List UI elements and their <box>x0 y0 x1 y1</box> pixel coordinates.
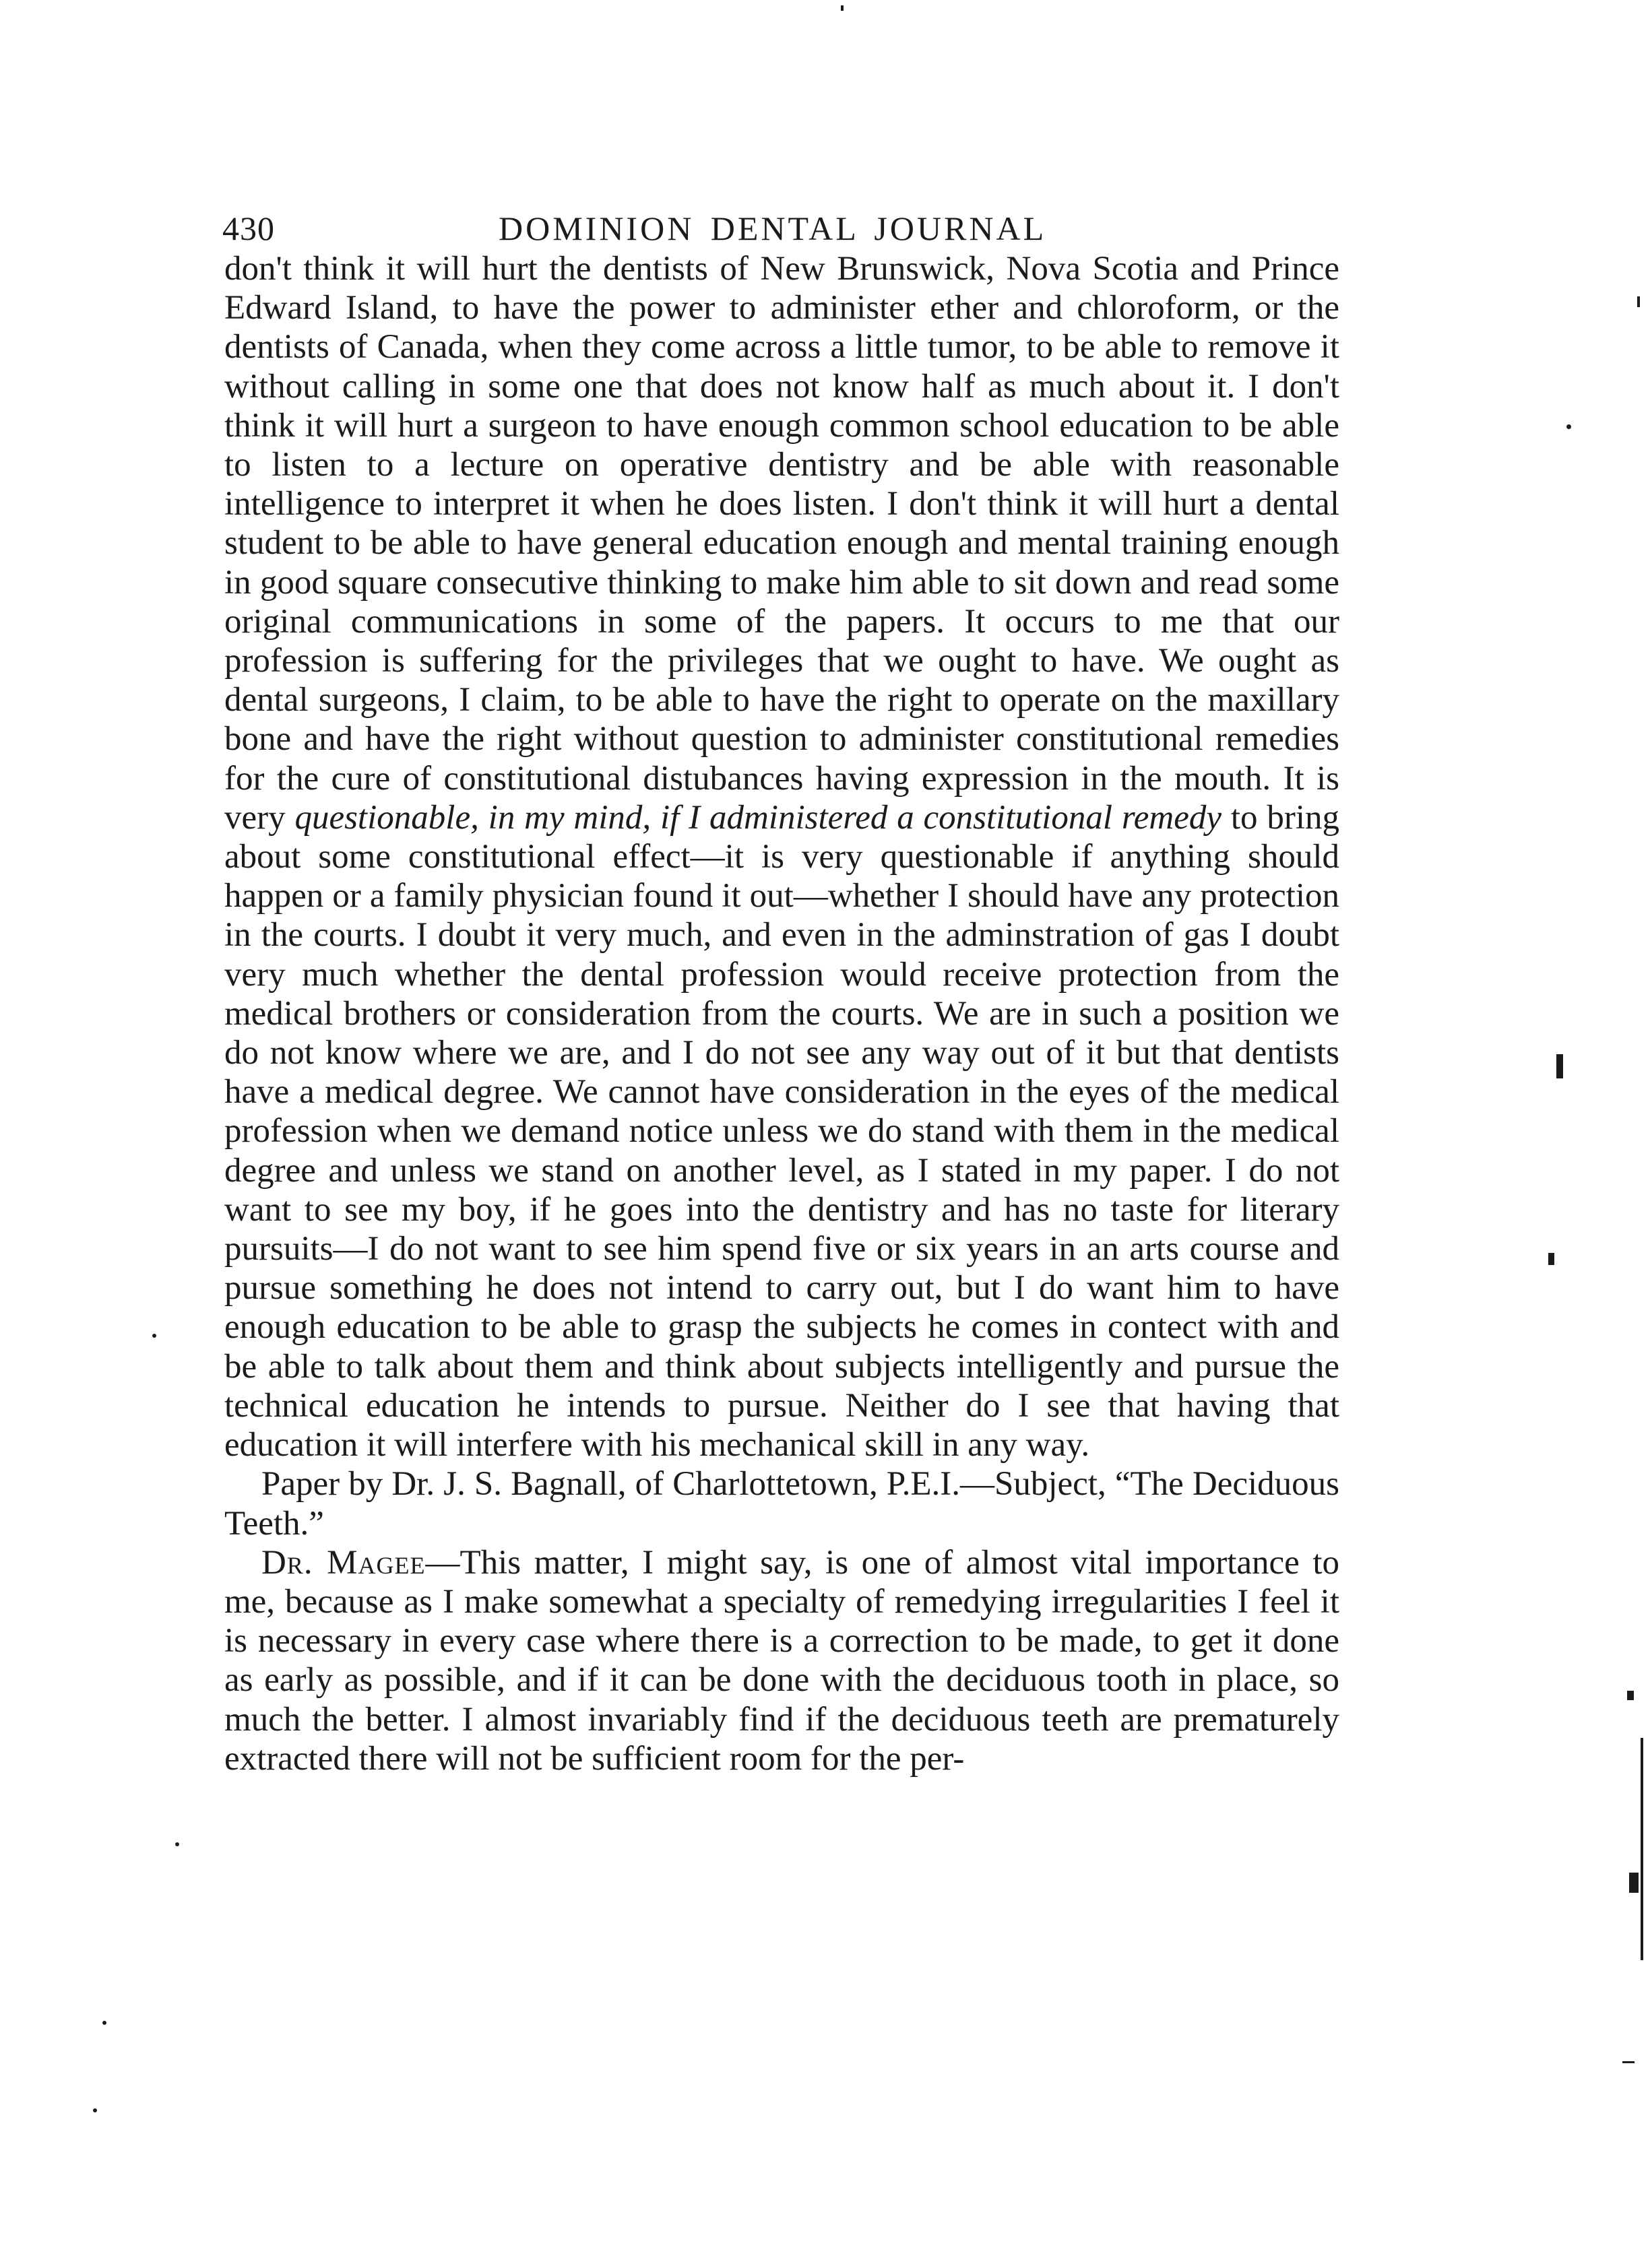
margin-speck <box>1622 2061 1635 2063</box>
paragraph-continued <box>224 249 1339 1464</box>
italic-text: questionable, in my mind, if I administered a constitutional remedy <box>294 798 1222 837</box>
paper-announcement: Paper by Dr. J. S. Bagnall, of Charlottetown, P.E.I.—Subject, “The Deciduous Teeth.” <box>224 1465 1339 1543</box>
margin-speck <box>1566 424 1571 429</box>
margin-speck <box>1556 1054 1563 1078</box>
margin-speck <box>841 5 844 11</box>
page-number: 430 <box>222 209 275 247</box>
discussion-paragraph <box>224 1543 1339 1778</box>
paragraph-text: to bring about some constitutional effect—it is very questionable if anything should happen or a family physician found it out—whether I should have any protection in the courts. I doubt it very much, and even in the adminstration of gas I doubt very much whether the dental profession would receive protection from the medical brothers or consideration from the courts. We are in such a position we do not know where we are, and I do not see any way out of it but that dentists have a medical degree. We cannot have consideration in the eyes of the medical profession when we demand notice unless we do stand with them in the medical degree and unless we stand on another level, as I stated in my paper. I do not want to see my boy, if he goes into the dentistry and has no taste for literary pursuits—I do not want to see him spend five or six years in an arts course and pursue something he does not intend to carry out, but I do want him to have enough education to be able to grasp the subjects he comes in contect with and be able to talk about them and think about subjects intelligently and pursue the technical education he intends to pursue. Neither do I see that having that education it will interfere with his mechanical skill in any way. <box>224 798 1339 1464</box>
margin-speck <box>1627 1691 1634 1700</box>
running-title: DOMINION DENTAL JOURNAL <box>499 209 1047 247</box>
margin-speck <box>1637 296 1640 307</box>
margin-rule <box>1641 1738 1643 1960</box>
margin-speck <box>1629 1873 1639 1893</box>
margin-speck <box>152 1334 156 1338</box>
body-text <box>224 249 1339 1778</box>
margin-speck <box>175 1842 179 1846</box>
margin-speck <box>93 2108 97 2112</box>
page-header <box>222 202 1354 256</box>
margin-speck <box>102 2021 106 2025</box>
paragraph-text: don't think it will hurt the dentists of New Brunswick, Nova Scotia and Prince Edward Island, to have the power to administer ether and chloroform, or the dentists of Canada, when they come across a little tumor, to be able to remove it without calling in some one that does not know half as much about it. I don't think it will hurt a surgeon to have enough common school education to be able to listen to a lecture on operative dentistry and be able with reasonable intelligence to interpret it when he does listen. I don't think it will hurt a dental student to be able to have general education enough and mental training enough in good square consecutive thinking to make him able to sit down and read some original communications in some of the papers. It occurs to me that our profession is suffering for the privileges that we ought to have. We ought as dental surgeons, I claim, to be able to have the right to operate on the maxillary bone and have the right without question to administer constitutional remedies for the cure of constitutional distubances having expression in the mouth. It is very <box>224 250 1339 837</box>
paragraph-text: —This matter, I might say, is one of almost vital importance to me, because as I make somewhat a specialty of remedying irregularities I feel it is necessary in every case where there is a correction to be made, to get it done as early as possible, and if it can be done with the deciduous tooth in place, so much the better. I almost invariably find if the deciduous teeth are prematurely extracted there will not be sufficient room for the per- <box>224 1543 1339 1778</box>
margin-speck <box>1548 1253 1554 1265</box>
speaker-name: Dr. Magee <box>261 1543 426 1582</box>
